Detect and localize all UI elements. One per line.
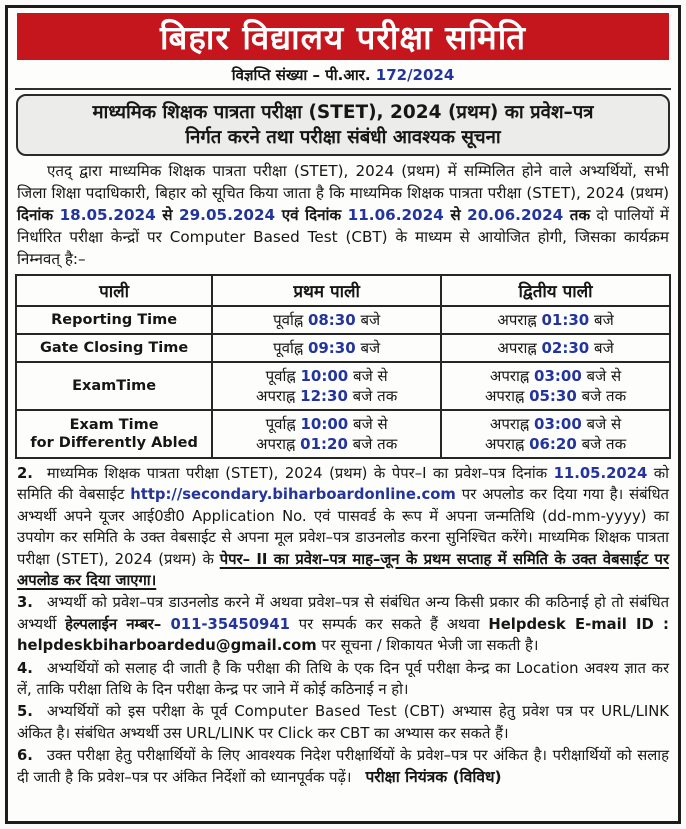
notice-title-box <box>16 94 670 156</box>
column-header-first-shift: प्रथम पाली <box>212 275 441 306</box>
table-row <box>16 334 670 362</box>
table-header-row <box>16 275 670 306</box>
exam-start-date-1: 18.05.2024 <box>59 206 156 224</box>
exam-end-date-2: 20.06.2024 <box>467 206 564 224</box>
notice-title-line2: निर्गत करने तथा परीक्षा संबंधी आवश्यक सूचना <box>185 127 501 148</box>
column-header-shift: पाली <box>16 275 212 306</box>
helpline-number: 011-35450941 <box>170 615 290 633</box>
exam-time-shift1: पूर्वाह्न 10:00 बजे से अपराह्न 12:30 बजे तक <box>212 362 441 410</box>
table-row <box>16 306 670 334</box>
reporting-time-shift1: पूर्वाह्न 08:30 बजे <box>212 306 441 334</box>
date-tail: तक <box>563 206 591 224</box>
table-row <box>16 362 670 410</box>
paragraph-2: 2. माध्यमिक शिक्षक पात्रता परीक्षा (STET), 2024 (प्रथम) के पेपर–I का प्रवेश–पत्र दिनांक 11.05.2024 को समिति की वेबसाईट http://secondary.biharboardonline.com पर अपलोड कर दिया गया है। संबंधित अभ्यर्थी अपने यूजर आई0डी0 Application No. एवं पासवर्ड के रूप में अपना जन्मतिथि (dd-mm-yyyy) का उपयोग कर समिति के उक्त वेबसाईट से अपना मूल प्रवेश–पत्र डाउनलोड करना सुनिश्चित करेंगे। माध्यमिक शिक्षक पात्रता परीक्षा (STET), 2024 (प्रथम) के पेपर– II का प्रवेश–पत्र माह–जून के प्रथम सप्ताह में समिति के उक्त वेबसाईट पर अपलोड कर दिया जाएगा। <box>17 465 670 590</box>
signature-exam-controller: परीक्षा नियंत्रक (विविध) <box>365 767 502 786</box>
reporting-time-shift2: अपराह्न 01:30 बजे <box>441 306 670 334</box>
masthead-band <box>17 13 669 60</box>
intro-paragraph <box>17 160 669 270</box>
date-separator: एवं दिनांक <box>275 206 348 224</box>
date-label: दिनांक <box>17 206 60 224</box>
exam-start-date-2: 11.06.2024 <box>347 206 444 224</box>
notice-number-value: 172/2024 <box>375 66 455 84</box>
paragraph-number: 3. <box>17 594 33 612</box>
date-separator: से <box>155 206 180 224</box>
notice-number-line <box>15 62 671 87</box>
intro-text-tail: दो पालियों में निर्धारित परीक्षा केन्द्रों पर Computer Based Test (CBT) के माध्यम से आयोजित होगी, जिसका कार्यक्रम निम्नवत् है:– <box>17 206 669 268</box>
differently-abled-shift1: पूर्वाह्न 10:00 बजे से अपराह्न 01:20 बजे तक <box>212 410 441 458</box>
paragraph-number: 4. <box>17 659 33 677</box>
notice-title-line1: माध्यमिक शिक्षक पात्रता परीक्षा (STET), 2024 (प्रथम) का प्रवेश–पत्र <box>92 102 594 123</box>
paper2-upload-note: पेपर– II का प्रवेश–पत्र माह–जून के प्रथम सप्ताह में समिति के उक्त वेबसाईट पर अपलोड कर दिया जाएगा। <box>17 550 670 590</box>
differently-abled-shift2: अपराह्न 03:00 बजे से अपराह्न 06:20 बजे तक <box>441 410 670 458</box>
helpline-label: हेल्पलाईन नम्बर– <box>65 615 171 633</box>
row-label-exam-time-differently-abled: Exam Time for Differently Abled <box>16 410 212 458</box>
divider-rule <box>15 88 671 90</box>
helpdesk-email: helpdeskbiharboardedu@gmail.com <box>17 637 317 655</box>
page-border-frame <box>5 5 681 824</box>
column-header-second-shift: द्वितीय पाली <box>441 275 670 306</box>
board-name: बिहार विद्यालय परीक्षा समिति <box>159 18 527 57</box>
notice-number-label: विज्ञप्ति संख्या – पी.आर. <box>231 66 371 84</box>
paragraph-5: 5. अभ्यर्थियों को इस परीक्षा के पूर्व Computer Based Test (CBT) अभ्यास हेतु प्रवेश पत्र पर URL/LINK अंकित है। संबंधित अभ्यर्थी उस URL/LINK पर Click कर CBT का अभ्यास कर सकते हैं। <box>17 703 669 742</box>
exam-schedule-table <box>15 274 671 459</box>
date-separator: से <box>443 206 468 224</box>
table-row <box>16 410 670 458</box>
gate-closing-shift2: अपराह्न 02:30 बजे <box>441 334 670 362</box>
helpdesk-email-label: Helpdesk E-mail ID : <box>488 615 669 633</box>
row-label-gate-closing-time: Gate Closing Time <box>16 334 212 362</box>
website-url[interactable]: http://secondary.biharboardonline.com <box>130 486 456 504</box>
gate-closing-shift1: पूर्वाह्न 09:30 बजे <box>212 334 441 362</box>
paragraph-4: 4. अभ्यर्थियों को सलाह दी जाती है कि परीक्षा की तिथि के एक दिन पूर्व परीक्षा केन्द्र का Location अवश्य ज्ञात कर लें, ताकि परीक्षा तिथि के दिन परीक्षा केन्द्र पर जाने में कोई कठिनाई न हो। <box>17 659 669 699</box>
exam-time-shift2: अपराह्न 03:00 बजे से अपराह्न 05:30 बजे तक <box>441 362 670 410</box>
row-label-reporting-time: Reporting Time <box>16 306 212 334</box>
paragraph-number: 6. <box>17 747 33 765</box>
paragraph-number: 2. <box>17 465 33 482</box>
admit-card-upload-date: 11.05.2024 <box>553 465 648 482</box>
paragraph-3: 3. अभ्यर्थी को प्रवेश–पत्र डाउनलोड करने में अथवा प्रवेश–पत्र से संबंधित अन्य किसी प्रकार की कठिनाई हो तो संबंधित अभ्यर्थी हेल्पलाईन नम्बर– 011-35450941 पर सम्पर्क कर सकते हैं अथवा Helpdesk E-mail ID : helpdeskbiharboardedu@gmail.com पर सूचना / शिकायत भेजी जा सकती है। <box>17 594 669 655</box>
exam-end-date-1: 29.05.2024 <box>179 206 276 224</box>
row-label-exam-time: ExamTime <box>16 362 212 410</box>
intro-text: एतद् द्वारा माध्यमिक शिक्षक पात्रता परीक्षा (STET), 2024 (प्रथम) में सम्मिलित होने वाले अभ्यर्थियों, सभी जिला शिक्षा पदाधिकारी, बिहार को सूचित किया जाता है कि माध्यमिक शिक्षक पात्रता परीक्षा (STET), 2024 (प्रथम) <box>17 162 669 202</box>
paragraph-6: 6. उक्त परीक्षा हेतु परीक्षार्थियों के लिए आवश्यक निदेश परीक्षार्थियों के प्रवेश–पत्र पर अंकित है। परीक्षार्थियों को सलाह दी जाती है कि प्रवेश–पत्र पर अंकित निर्देशों को ध्यानपूर्वक पढ़ें। परीक्षा नियंत्रक (विविध) <box>17 747 669 786</box>
paragraph-number: 5. <box>17 703 33 721</box>
